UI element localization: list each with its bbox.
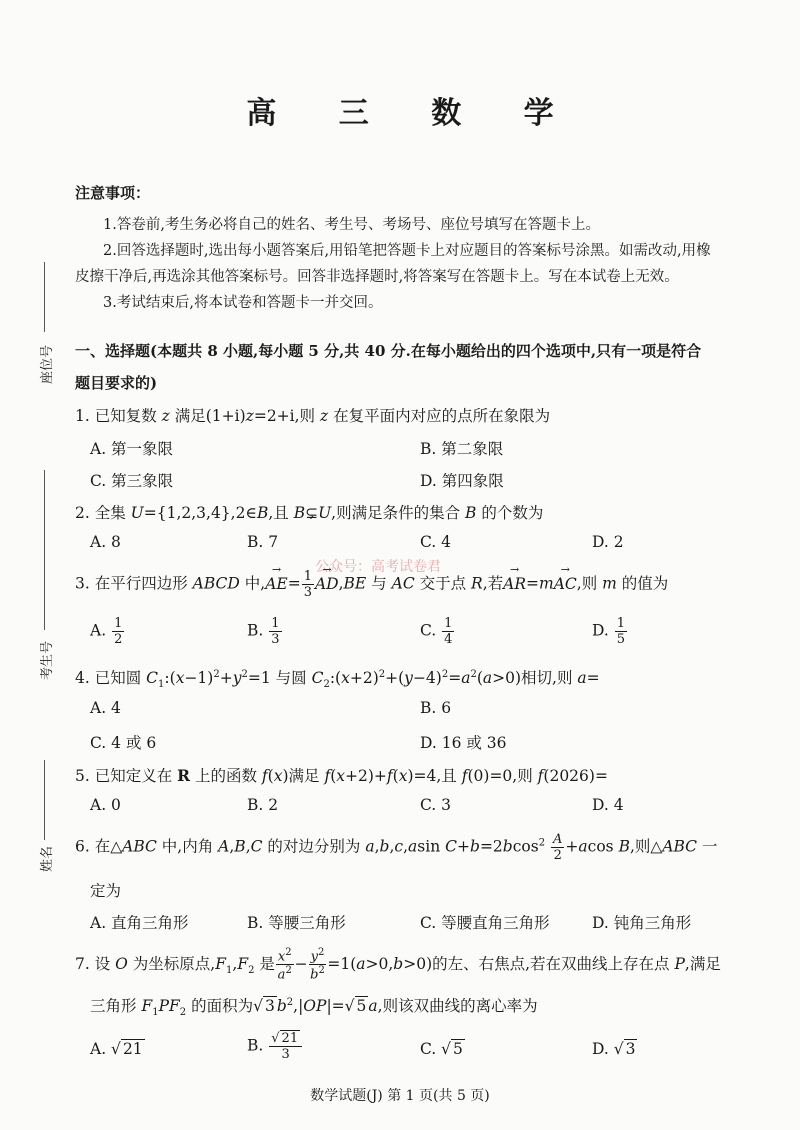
q5-option-a: A. 0	[90, 796, 121, 814]
q6-option-a: A. 直角三角形	[90, 914, 189, 932]
q5-option-b: B. 2	[247, 796, 279, 814]
page-title: 高 三 数 学	[246, 96, 580, 131]
q4-option-c: C. 4 或 6	[90, 734, 157, 752]
q2-option-a: A. 8	[90, 533, 121, 551]
q4-option-b: B. 6	[420, 699, 452, 717]
question-2: 2. 全集 U={1,2,3,4},2∈B,且 B⊊U,则满足条件的集合 B 的个数为	[75, 504, 544, 522]
q4-option-d: D. 16 或 36	[420, 734, 507, 752]
q7-option-b: B. $\frac{√ 21}{3}$	[247, 1032, 303, 1061]
name-line	[44, 760, 45, 840]
exam-no-label: 考生号	[40, 640, 55, 680]
q3-option-c: C. $\frac{1}{4}$	[420, 616, 453, 647]
q1-option-b: B. 第二象限	[420, 440, 504, 458]
section-1-heading-line-1: 一、选择题(本题共 8 小题,每小题 5 分,共 40 分.在每小题给出的四个选项中,只有一项是符合	[75, 342, 702, 360]
q3-option-d: D. $\frac{1}{5}$	[592, 616, 626, 647]
notice-item-2-line-2: 皮擦干净后,再选涂其他答案标号。回答非选择题时,将答案写在答题卡上。写在本试卷上无效。	[75, 269, 679, 285]
q1-option-c: C. 第三象限	[90, 472, 174, 490]
seat-label: 座位号	[40, 344, 55, 384]
q5-option-c: C. 3	[420, 796, 452, 814]
question-5: 5. 已知定义在 R 上的函数 f(x)满足 f(x+2)+f(x)=4,且 f(0)=0,则 f(2026)=	[75, 766, 608, 785]
q1-option-a: A. 第一象限	[90, 440, 174, 458]
notice-item-2-line-1: 2.回答选择题时,选出每小题答案后,用铅笔把答题卡上对应题目的答案标号涂黑。如需改动,用橡	[103, 243, 711, 259]
q2-option-c: C. 4	[420, 533, 452, 551]
exam-no-line	[44, 470, 45, 630]
q7-option-c: C. √ 5	[420, 1040, 463, 1058]
question-6-line-2: 定为	[90, 882, 122, 900]
question-4: 4. 已知圆 $C_1:(x-1)^2+y^2=1$ 与圆 $C_2:(x+2)^2+(y-4)^2=a^2(a>0)$相切,则 a=	[75, 668, 600, 691]
question-7: 7. 设 O 为坐标原点$,F_1,F_2$ 是 $\frac{x^2}{a^2}$ − $\frac{y^2}{b^2}$ =1(a>0,b>0)的左、右焦点,若在双曲线上存在点 P,满足	[75, 947, 721, 983]
notice-item-1: 1.答卷前,考生务必将自己的姓名、考生号、考场号、座位号填写在答题卡上。	[103, 217, 600, 233]
notice-item-3: 3.考试结束后,将本试卷和答题卡一并交回。	[103, 295, 383, 311]
question-7-line-2: 三角形 $F_1PF_2$ 的面积为√ 3 $b^2,|OP|=√$ 5 a,则该双曲线的离心率为	[90, 996, 538, 1019]
q3-option-b: B. $\frac{1}{3}$	[247, 616, 280, 647]
name-label: 姓名	[40, 845, 55, 872]
seat-line	[44, 262, 45, 332]
q4-option-a: A. 4	[90, 699, 121, 717]
question-3: 3. 在平行四边形 ABCD 中,→ AE= $\frac{1}{3}$ → AD,BE 与 AC 交于点 R,若→ AR=m→ AC,则 m 的值为	[75, 570, 668, 599]
q6-option-b: B. 等腰三角形	[247, 914, 346, 932]
page-footer: 数学试题(J) 第 1 页(共 5 页)	[310, 1088, 490, 1104]
question-1: 1. 已知复数 z 满足(1+i)z=2+i,则 z 在复平面内对应的点所在象限为	[75, 407, 551, 425]
q5-option-d: D. 4	[592, 796, 624, 814]
q2-option-d: D. 2	[592, 533, 624, 551]
q6-option-d: D. 钝角三角形	[592, 914, 692, 932]
notice-heading: 注意事项：	[75, 184, 151, 202]
question-6: 6. 在△ABC 中,内角 A,B,C 的对边分别为 a,b,c,asin C+b=2bcos$^2$ $\frac{A}{2}$ +acos B,则△ABC 一	[75, 832, 718, 863]
q2-option-b: B. 7	[247, 533, 279, 551]
watermark: 公众号：高考试卷君	[315, 559, 441, 575]
q7-option-d: D. √ 3	[592, 1040, 636, 1058]
section-1-heading-line-2: 题目要求的)	[75, 374, 158, 392]
q7-option-a: A. √ 21	[90, 1040, 143, 1058]
q3-option-a: A. $\frac{1}{2}$	[90, 616, 123, 647]
q1-option-d: D. 第四象限	[420, 472, 504, 490]
q6-option-c: C. 等腰直角三角形	[420, 914, 550, 932]
